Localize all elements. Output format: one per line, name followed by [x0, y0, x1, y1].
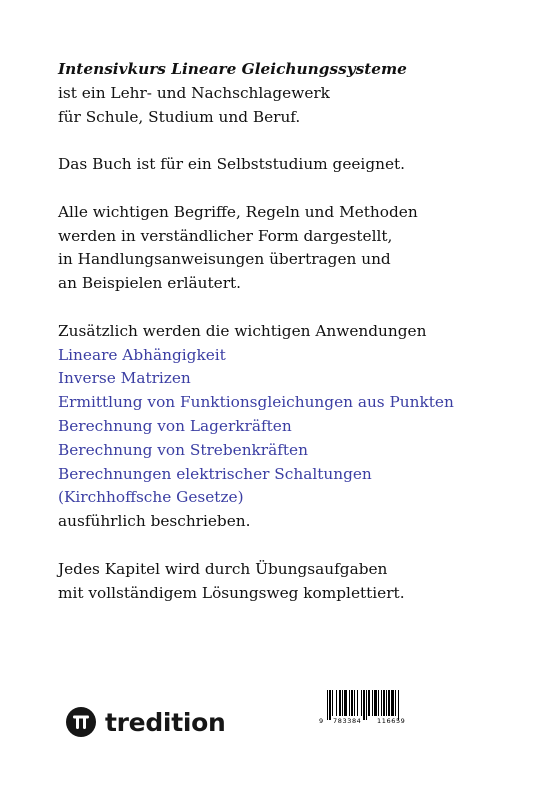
- barcode-bar: [372, 690, 373, 716]
- book-title: Intensivkurs Lineare Gleichungssysteme: [58, 60, 407, 78]
- barcode-bar: [378, 690, 379, 716]
- applications-paragraph: [58, 320, 538, 534]
- application-item: Ermittlung von Funktionsgleichungen aus Punkten: [58, 393, 454, 412]
- application-item: Inverse Matrizen: [58, 369, 191, 388]
- exercises-paragraph: [58, 558, 538, 606]
- barcode-bar: [374, 690, 377, 716]
- application-item: Berechnung von Strebenkräften: [58, 440, 308, 459]
- tredition-logo-icon: [66, 707, 96, 737]
- methods-paragraph: [58, 201, 538, 296]
- barcode-bar: [354, 690, 355, 716]
- application-item: Berechnung von Lagerkräften: [58, 416, 292, 435]
- applications-intro: Zusätzlich werden die wichtigen Anwendungen: [58, 321, 427, 340]
- barcode-bar: [336, 690, 337, 716]
- barcode-bar: [329, 690, 331, 720]
- barcode-bar: [381, 690, 382, 716]
- barcode-first-digit: 9: [319, 717, 324, 725]
- self-study-line: Das Buch ist für ein Selbststudium geeignet.: [58, 155, 406, 174]
- publisher-logo: [66, 707, 226, 737]
- barcode-bar: [395, 690, 396, 716]
- back-cover-blurb: [58, 58, 538, 629]
- methods-line: Alle wichtigen Begriffe, Regeln und Methoden: [58, 202, 418, 221]
- methods-line: an Beispielen erläutert.: [58, 274, 242, 293]
- barcode-bar: [368, 690, 370, 716]
- intro-line: ist ein Lehr- und Nachschlagewerk: [58, 83, 330, 102]
- publisher-name: tredition: [105, 707, 226, 737]
- barcode-group-right: 116659: [377, 717, 406, 725]
- applications-outro: ausführlich beschrieben.: [58, 512, 251, 531]
- barcode-bar: [361, 690, 362, 716]
- barcode-bar: [383, 690, 385, 716]
- barcode-bar: [342, 690, 343, 716]
- barcode-bar: [332, 690, 333, 716]
- exercises-line: mit vollständigem Lösungsweg komplettiert.: [58, 583, 405, 602]
- barcode-bar: [349, 690, 350, 716]
- barcode-bar: [327, 690, 328, 720]
- barcode-bar: [398, 690, 399, 720]
- barcode-bar: [366, 690, 367, 720]
- exercises-line: Jedes Kapitel wird durch Übungsaufgaben: [58, 559, 388, 578]
- barcode-bar: [388, 690, 390, 716]
- methods-line: werden in verständlicher Form dargestellt,: [58, 226, 393, 245]
- methods-line: in Handlungsanweisungen übertragen und: [58, 250, 391, 269]
- barcode-bar: [357, 690, 358, 716]
- isbn-barcode: [319, 689, 423, 727]
- barcode-bar: [339, 690, 341, 716]
- barcode-bar: [351, 690, 353, 716]
- barcode-bar: [391, 690, 394, 716]
- barcode-bar: [386, 690, 387, 716]
- intro-paragraph: [58, 82, 538, 130]
- application-item: Berechnungen elektrischer Schaltungen: [58, 464, 372, 483]
- barcode-group-left: 783384: [333, 717, 362, 725]
- barcode-bar: [344, 690, 347, 716]
- application-item: (Kirchhoffsche Gesetze): [58, 488, 244, 507]
- application-item: Lineare Abhängigkeit: [58, 345, 226, 364]
- self-study-paragraph: [58, 153, 538, 177]
- intro-line: für Schule, Studium und Beruf.: [58, 107, 301, 126]
- barcode-bar: [363, 690, 365, 720]
